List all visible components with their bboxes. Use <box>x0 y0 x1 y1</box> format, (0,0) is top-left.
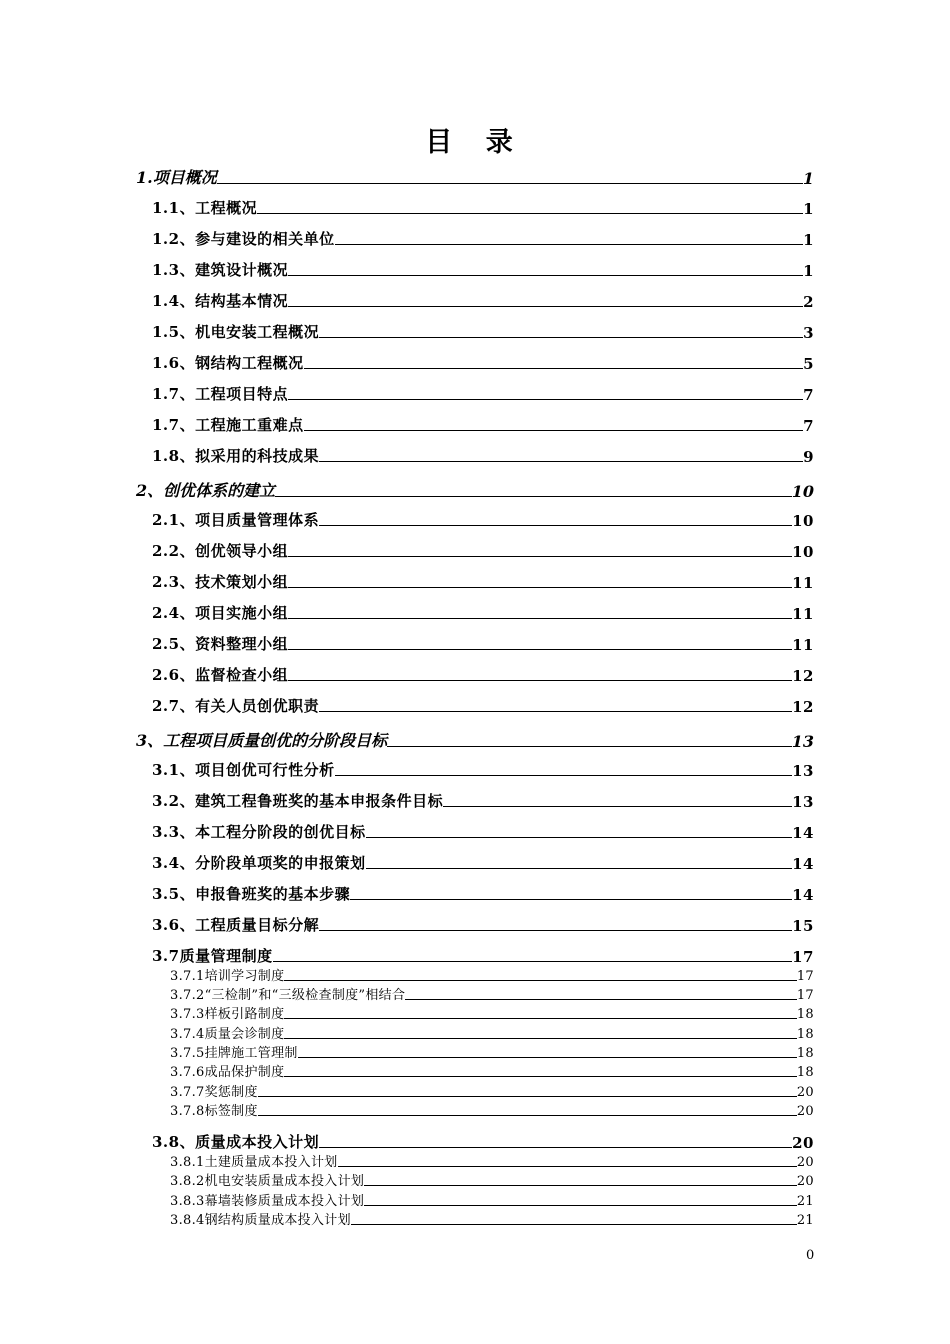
toc-entry[interactable] <box>152 632 814 654</box>
toc-entry-page: 17 <box>796 988 814 1003</box>
toc-leader-line <box>319 525 792 526</box>
toc-entry-page: 1 <box>803 200 814 218</box>
toc-entry-label: 3.8.3幕墙装修质量成本投入计划 <box>170 1194 365 1209</box>
toc-entry-label: 3.7.4质量会诊制度 <box>170 1027 285 1042</box>
toc-entry-label: 3.4、分阶段单项奖的申报策划 <box>152 854 366 872</box>
toc-leader-line <box>284 1018 796 1019</box>
toc-leader-line <box>288 618 792 619</box>
toc-entry[interactable] <box>170 967 814 984</box>
toc-entry-page: 11 <box>792 636 814 654</box>
toc-entry-page: 1 <box>802 169 814 188</box>
toc-leader-line <box>304 368 803 369</box>
toc-entry-page: 20 <box>796 1085 814 1100</box>
toc-entry-label: 1.8、拟采用的科技成果 <box>152 447 320 465</box>
toc-entry[interactable] <box>136 725 814 751</box>
toc-leader-line <box>258 1096 797 1097</box>
toc-entry-label: 1.6、钢结构工程概况 <box>152 354 304 372</box>
toc-entry-page: 13 <box>791 732 814 751</box>
toc-entry-page: 5 <box>803 355 814 373</box>
toc-entry-label: 3.5、申报鲁班奖的基本步骤 <box>152 885 351 903</box>
toc-entry-label: 1.7、工程施工重难点 <box>152 416 304 434</box>
toc-entry-page: 2 <box>803 293 814 311</box>
toc-entry[interactable] <box>170 1044 814 1061</box>
toc-entry[interactable] <box>152 601 814 623</box>
toc-entry-page: 21 <box>796 1194 814 1209</box>
toc-entry-label: 3.7.2“三检制”和“三级检查制度”相结合 <box>170 988 406 1003</box>
toc-entry-label: 3.7.6成品保护制度 <box>170 1065 285 1080</box>
toc-entry[interactable] <box>152 227 814 249</box>
toc-entry[interactable] <box>170 1083 814 1100</box>
toc-leader-line <box>350 899 792 900</box>
toc-entry-label: 3.7.3样板引路制度 <box>170 1007 285 1022</box>
toc-entry-page: 13 <box>792 793 814 811</box>
toc-leader-line <box>273 961 793 962</box>
toc-entry[interactable] <box>152 789 814 811</box>
toc-entry[interactable] <box>152 539 814 561</box>
toc-entry[interactable] <box>152 1130 814 1152</box>
toc-entry-page: 14 <box>792 886 814 904</box>
toc-leader-line <box>288 680 792 681</box>
toc-leader-line <box>319 337 803 338</box>
toc-entry[interactable] <box>152 758 814 780</box>
toc-entry-page: 20 <box>796 1104 814 1119</box>
toc-entry[interactable] <box>152 413 814 435</box>
toc-entry-page: 7 <box>803 386 814 404</box>
toc-entry-page: 20 <box>796 1174 814 1189</box>
toc-entry-label: 1.1、工程概况 <box>152 199 258 217</box>
toc-leader-line <box>288 556 792 557</box>
toc-entry[interactable] <box>136 475 814 501</box>
toc-leader-line <box>387 746 792 747</box>
toc-leader-line <box>284 980 796 981</box>
toc-entry-page: 20 <box>796 1155 814 1170</box>
toc-entry[interactable] <box>152 913 814 935</box>
toc-entry[interactable] <box>152 944 814 966</box>
toc-entry[interactable] <box>152 694 814 716</box>
toc-entry-label: 3.8、质量成本投入计划 <box>152 1133 320 1151</box>
toc-leader-line <box>284 1038 796 1039</box>
toc-entry[interactable] <box>152 289 814 311</box>
toc-entry-page: 10 <box>792 543 814 561</box>
toc-entry-page: 18 <box>796 1027 814 1042</box>
toc-entry-label: 2.5、资料整理小组 <box>152 635 289 653</box>
toc-entry-label: 3.2、建筑工程鲁班奖的基本申报条件目标 <box>152 792 444 810</box>
toc-leader-line <box>284 1076 796 1077</box>
toc-entry-label: 2.2、创优领导小组 <box>152 542 289 560</box>
toc-entry-page: 11 <box>792 574 814 592</box>
toc-leader-line <box>335 244 803 245</box>
toc-entry-label: 2.6、监督检查小组 <box>152 666 289 684</box>
toc-entry-label: 1.4、结构基本情况 <box>152 292 289 310</box>
toc-leader-line <box>288 306 803 307</box>
toc-entry[interactable] <box>152 570 814 592</box>
toc-leader-line <box>335 775 793 776</box>
toc-entry-page: 21 <box>796 1213 814 1228</box>
toc-entry-label: 3.7.1培训学习制度 <box>170 969 285 984</box>
toc-entry[interactable] <box>170 1192 814 1209</box>
toc-entry-label: 1.3、建筑设计概况 <box>152 261 289 279</box>
toc-entry-label: 2、创优体系的建立 <box>136 481 276 500</box>
toc-entry-page: 7 <box>803 417 814 435</box>
toc-entry[interactable] <box>152 382 814 404</box>
toc-leader-line <box>338 1166 797 1167</box>
toc-entry-page: 18 <box>796 1065 814 1080</box>
toc-leader-line <box>298 1057 797 1058</box>
toc-entry-label: 3.7质量管理制度 <box>152 947 273 965</box>
toc-entry-label: 1.5、机电安装工程概况 <box>152 323 320 341</box>
toc-entry-page: 17 <box>796 969 814 984</box>
toc-entry-label: 2.4、项目实施小组 <box>152 604 289 622</box>
toc-entry-page: 18 <box>796 1046 814 1061</box>
toc-entry-label: 1.项目概况 <box>136 168 217 187</box>
toc-leader-line <box>257 213 803 214</box>
toc-entry-page: 12 <box>792 698 814 716</box>
toc-leader-line <box>217 183 803 184</box>
toc-entry-label: 2.1、项目质量管理体系 <box>152 511 320 529</box>
toc-entry-page: 3 <box>803 324 814 342</box>
toc-entry-page: 1 <box>803 262 814 280</box>
toc-entry-page: 10 <box>791 482 814 501</box>
toc-entry[interactable] <box>152 508 814 530</box>
toc-entry[interactable] <box>152 351 814 373</box>
toc-entry[interactable] <box>152 444 814 466</box>
toc-leader-line <box>364 1185 797 1186</box>
toc-leader-line <box>364 1205 797 1206</box>
toc-leader-line <box>366 868 793 869</box>
toc-entry-label: 3.8.2机电安装质量成本投入计划 <box>170 1174 365 1189</box>
toc-entry[interactable] <box>170 1005 814 1022</box>
toc-leader-line <box>405 999 797 1000</box>
toc-leader-line <box>288 587 792 588</box>
toc-entry-page: 17 <box>792 948 814 966</box>
toc-entry[interactable] <box>152 196 814 218</box>
toc-leader-line <box>319 930 792 931</box>
toc-entry[interactable] <box>170 1211 814 1228</box>
toc-entry-label: 3.6、工程质量目标分解 <box>152 916 320 934</box>
toc-entry[interactable] <box>170 1102 814 1119</box>
toc-entry-page: 13 <box>792 762 814 780</box>
toc-entry-page: 18 <box>796 1007 814 1022</box>
toc-entry-label: 3.7.7奖惩制度 <box>170 1085 258 1100</box>
toc-entry-label: 3.7.5挂牌施工管理制 <box>170 1046 298 1061</box>
toc-leader-line <box>275 496 792 497</box>
toc-entry-page: 14 <box>792 855 814 873</box>
toc-entry[interactable] <box>152 320 814 342</box>
toc-leader-line <box>443 806 792 807</box>
toc-leader-line <box>319 461 803 462</box>
toc-title: 目 录 <box>425 127 525 158</box>
toc-leader-line <box>351 1224 797 1225</box>
toc-entry-page: 20 <box>792 1134 814 1152</box>
toc-entry[interactable] <box>170 1153 814 1170</box>
toc-entry-label: 3.8.1土建质量成本投入计划 <box>170 1155 338 1170</box>
toc-entry-page: 15 <box>792 917 814 935</box>
toc-entry[interactable] <box>136 162 814 188</box>
toc-entry[interactable] <box>170 1025 814 1042</box>
toc-leader-line <box>366 837 793 838</box>
toc-entry[interactable] <box>170 1172 814 1189</box>
toc-entry-label: 3.3、本工程分阶段的创优目标 <box>152 823 366 841</box>
toc-entry-page: 14 <box>792 824 814 842</box>
toc-entry[interactable] <box>152 258 814 280</box>
page-number: 0 <box>806 1248 815 1263</box>
toc-entry-label: 3.1、项目创优可行性分析 <box>152 761 335 779</box>
toc-leader-line <box>319 1147 792 1148</box>
toc-leader-line <box>288 399 803 400</box>
toc-entry[interactable] <box>152 882 814 904</box>
toc-leader-line <box>319 711 792 712</box>
toc-entry-page: 11 <box>792 605 814 623</box>
toc-entry-page: 9 <box>803 448 814 466</box>
toc-entry-label: 3.8.4钢结构质量成本投入计划 <box>170 1213 351 1228</box>
toc-entry-label: 1.2、参与建设的相关单位 <box>152 230 335 248</box>
toc-entry[interactable] <box>152 663 814 685</box>
toc-entry-label: 1.7、工程项目特点 <box>152 385 289 403</box>
toc-leader-line <box>304 430 803 431</box>
toc-entry-label: 3、工程项目质量创优的分阶段目标 <box>136 731 388 750</box>
toc-leader-line <box>288 275 803 276</box>
toc-entry[interactable] <box>152 820 814 842</box>
toc-entry-page: 12 <box>792 667 814 685</box>
toc-leader-line <box>258 1115 797 1116</box>
toc-entry[interactable] <box>170 1063 814 1080</box>
toc-entry-label: 2.7、有关人员创优职责 <box>152 697 320 715</box>
toc-entry-label: 3.7.8标签制度 <box>170 1104 258 1119</box>
toc-entry-page: 1 <box>803 231 814 249</box>
toc-entry-page: 10 <box>792 512 814 530</box>
toc-entry[interactable] <box>170 986 814 1003</box>
toc-leader-line <box>288 649 792 650</box>
toc-entry-label: 2.3、技术策划小组 <box>152 573 289 591</box>
toc-entry[interactable] <box>152 851 814 873</box>
